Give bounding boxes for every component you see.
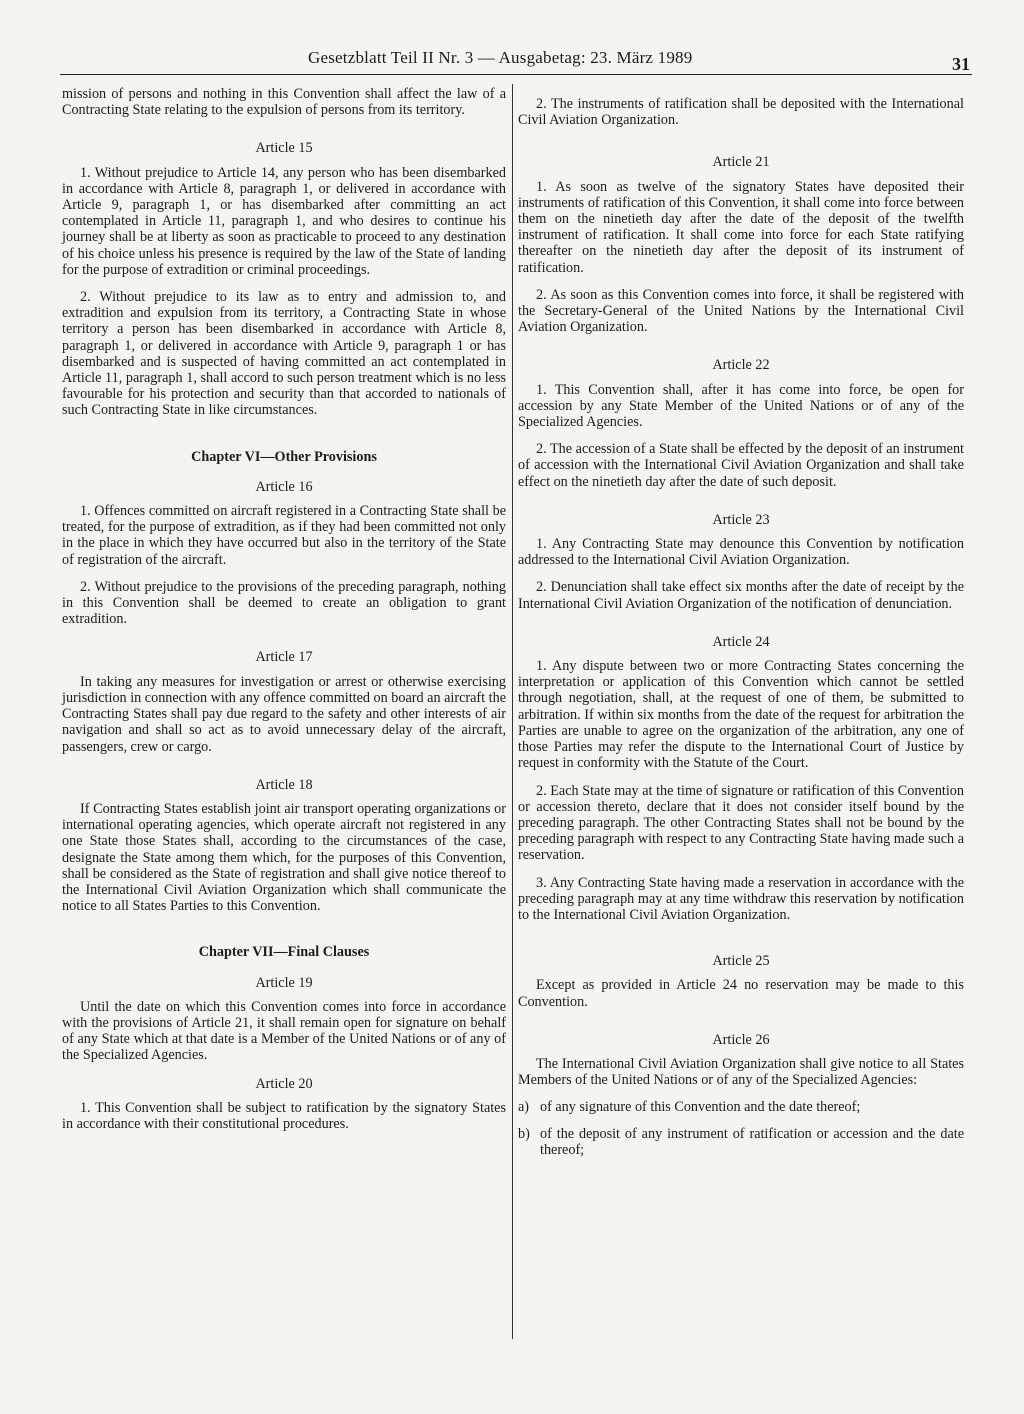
page-number: 31	[952, 54, 970, 74]
article-heading: Article 25	[712, 953, 770, 970]
article-heading: Article 22	[712, 357, 770, 374]
list-item-text: of the deposit of any instrument of ratification or accession and the date thereof;	[540, 1125, 964, 1158]
paragraph: 2. Denunciation shall take effect six months after the date of receipt by the International Civil Aviation Organization of the notification of denunciation.	[518, 579, 964, 612]
article-heading: Article 20	[255, 1075, 313, 1092]
article-heading: Article 21	[712, 154, 770, 171]
right-column	[518, 86, 964, 1168]
paragraph: 1. This Convention shall be subject to ratification by the signatory States in accordance with their constitutional procedures.	[62, 1099, 506, 1132]
paragraph: 1. Without prejudice to Article 14, any person who has been disembarked in accordance with Article 8, paragraph 1, or delivered in accordance with Article 9, paragraph 1, or has disembarked after committing an act contemplated in Article 11, paragraph 1, and who desires to continue his journey shall be at liberty as soon as practicable to proceed to any destination of his choice unless his presence is required by the law of the State of landing for the purpose of extradition or criminal proceedings.	[62, 164, 506, 278]
paragraph: Until the date on which this Convention comes into force in accordance with the provisions of Article 21, it shall remain open for signature on behalf of any State which at that date is a Member of the United Nations or of any of the Specialized Agencies.	[62, 998, 506, 1064]
paragraph: 2. As soon as this Convention comes into force, it shall be registered with the Secretary-General of the United Nations by the International Civil Aviation Organization.	[518, 286, 964, 336]
column-divider	[512, 84, 513, 1339]
chapter-heading: Chapter VI—Other Provisions	[191, 448, 377, 465]
paragraph: mission of persons and nothing in this Convention shall affect the law of a Contracting State relating to the expulsion of persons from its territory.	[62, 86, 506, 119]
list-item-text: of any signature of this Convention and the date thereof;	[540, 1099, 861, 1116]
paragraph: In taking any measures for investigation or arrest or otherwise exercising jurisdiction in connection with any offence committed on board an aircraft the Contracting States shall pay due regard to the safety and other interests of air navigation and shall so act as to avoid unnecessary delay of the aircraft, passengers, crew or cargo.	[62, 673, 506, 755]
article-heading: Article 24	[712, 633, 770, 650]
list-item	[518, 1099, 964, 1115]
list-item-label: b)	[518, 1125, 530, 1142]
paragraph: 1. This Convention shall, after it has come into force, be open for accession by any State Member of the United Nations or of any of the Specialized Agencies.	[518, 381, 964, 431]
paragraph: If Contracting States establish joint air transport operating organizations or international operating agencies, which operate aircraft not registered in any one State those States shall, according to the circumstances of the case, designate the State among them which, for the purposes of this Convention, shall be considered as the State of registration and shall give notice thereof to the International Civil Aviation Organization which shall communicate the notice to all States Parties to this Convention.	[62, 800, 506, 915]
paragraph: 2. Each State may at the time of signature or ratification of this Convention or accession thereto, declare that it does not consider itself bound by the preceding paragraph. The other Contracting States shall not be bound by the preceding paragraph with respect to any Contracting State having made such a reservation.	[518, 782, 964, 864]
article-heading: Article 18	[255, 776, 313, 793]
paragraph: The International Civil Aviation Organization shall give notice to all States Members of the United Nations or of any of the Specialized Agencies:	[518, 1055, 964, 1089]
article-heading: Article 19	[255, 974, 313, 991]
article-heading: Article 26	[712, 1031, 770, 1048]
page-header	[60, 44, 972, 75]
paragraph: 2. Without prejudice to the provisions of the preceding paragraph, nothing in this Convention shall be deemed to create an obligation to grant extradition.	[62, 578, 506, 628]
left-column	[62, 86, 506, 1143]
article-heading: Article 17	[255, 649, 313, 666]
paragraph: 1. Any dispute between two or more Contracting States concerning the interpretation or application of this Convention which cannot be settled through negotiation, shall, at the request of one of them, be submitted to arbitration. If within six months from the date of the request for arbitration the Parties are unable to agree on the organization of the arbitration, any one of those Parties may refer the dispute to the International Court of Justice by request in conformity with the Statute of the Court.	[518, 658, 964, 772]
chapter-heading: Chapter VII—Final Clauses	[198, 944, 370, 961]
paragraph: 1. Any Contracting State may denounce this Convention by notification addressed to the International Civil Aviation Organization.	[518, 536, 964, 569]
article-heading: Article 23	[712, 511, 770, 528]
paragraph: Except as provided in Article 24 no reservation may be made to this Convention.	[518, 977, 964, 1010]
paragraph: 2. Without prejudice to its law as to entry and admission to, and extradition and expulsion from its territory, a Contracting State in whose territory a person has been disembarked in accordance with Article 8, paragraph 1, or delivered in accordance with Article 9, paragraph 1 or has disembarked and is suspected of having committed an act contemplated in Article 11, paragraph 1, shall accord to such person treatment which is no less favourable for his protection and security than that accorded to nationals of such Contracting State in like circumstances.	[62, 289, 506, 419]
article-heading: Article 16	[255, 478, 313, 495]
paragraph: 2. The accession of a State shall be effected by the deposit of an instrument of accession with the International Civil Aviation Organization and shall take effect on the ninetieth day after the date of such deposit.	[518, 441, 964, 490]
list-item-label: a)	[518, 1099, 530, 1116]
header-title: Gesetzblatt Teil II Nr. 3 — Ausgabetag: 23. März 1989	[308, 48, 693, 67]
paragraph: 3. Any Contracting State having made a reservation in accordance with the preceding paragraph may at any time withdraw this reservation by notification to the International Civil Aviation Organization.	[518, 874, 964, 923]
paragraph: 1. As soon as twelve of the signatory States have deposited their instruments of ratification of this Convention, it shall come into force between them on the ninetieth day after the date of the deposit of the twelfth instrument of ratification. It shall come into force for each State ratifying thereafter on the ninetieth day after the deposit of its instrument of ratification.	[518, 178, 964, 276]
list-item	[518, 1126, 964, 1158]
article-heading: Article 15	[255, 140, 313, 157]
paragraph: 1. Offences committed on aircraft registered in a Contracting State shall be treated, for the purpose of extradition, as if they had been committed not only in the place in which they have occurred but also in the territory of the State of registration of the aircraft.	[62, 503, 506, 568]
paragraph: 2. The instruments of ratification shall be deposited with the International Civil Aviation Organization.	[518, 96, 964, 129]
